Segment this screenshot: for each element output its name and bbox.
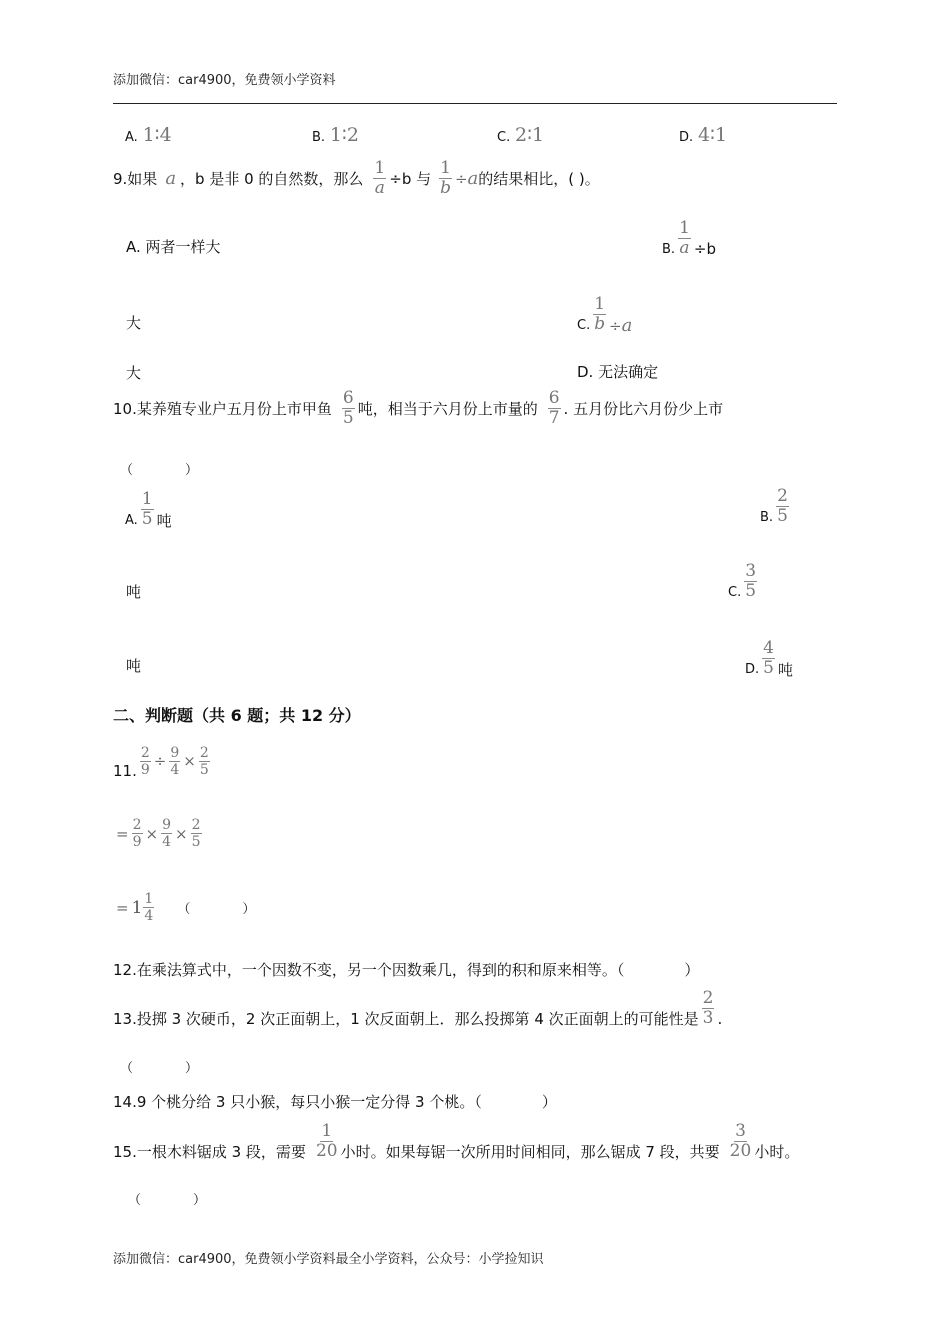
q13-stem (113, 988, 722, 1029)
q9-var-a2: a (467, 168, 479, 189)
q11-l2-op2: × (175, 824, 188, 843)
q11-l3-fn: 1 (144, 891, 154, 907)
q10-option-c-label: C. (728, 585, 742, 600)
q12-text: 12.在乘法算式中，一个因数不变，另一个因数乘几，得到的积和原来相等。（ ） (113, 961, 700, 979)
q8-option-c (497, 124, 544, 146)
q9-option-c-fraction (593, 296, 606, 333)
header-rule (113, 103, 837, 104)
q8-option-c-label: C. (497, 130, 511, 145)
q15-fraction-1 (316, 1123, 338, 1160)
q9-option-c-wrap: 大 (126, 364, 142, 382)
q11-line1 (113, 742, 213, 780)
q11-number: 11. (113, 762, 137, 780)
q11-l1-f2n: 9 (170, 744, 180, 761)
q11-l3-whole: 1 (131, 897, 143, 918)
q9-frac1-den: a (374, 178, 385, 198)
q11-l2-f3n: 2 (191, 817, 201, 833)
q9-stem (113, 160, 600, 197)
q11-l1-f3d: 5 (199, 761, 209, 778)
q11-l3-fd: 4 (144, 908, 154, 924)
q9-option-b-fraction (678, 217, 691, 258)
q13-fd: 3 (702, 1008, 714, 1028)
q8-option-a-value: 1∶4 (142, 124, 172, 146)
q8-option-b-value: 1∶2 (329, 124, 359, 146)
q10-opta-num: 1 (141, 489, 153, 509)
q9-optb-den: a (679, 237, 690, 258)
q9-div-sign: ÷ (454, 169, 468, 188)
q9-optb-num: 1 (679, 217, 690, 238)
q11-line2 (116, 818, 205, 849)
q8-option-a-label: A. (125, 130, 138, 145)
q9-optc-num: 1 (594, 294, 606, 314)
q9-option-c-label: C. (577, 318, 591, 333)
q10-frac1-den: 5 (342, 408, 354, 428)
q10-optb-den: 5 (777, 506, 788, 526)
q11-l1-op2: × (183, 752, 196, 770)
q9-div-b: ÷b 与 (389, 170, 432, 188)
q10-option-c (728, 563, 760, 600)
q10-option-b-wrap: 吨 (126, 583, 142, 601)
q8-option-d-label: D. (679, 130, 694, 145)
q11-l2-frac2 (161, 818, 172, 849)
q11-l1-f3n: 2 (199, 744, 209, 761)
q15-f1n: 1 (321, 1121, 333, 1141)
q15-f2d: 20 (729, 1141, 752, 1161)
q9-option-b (662, 218, 716, 258)
q11-l1-frac2 (169, 746, 180, 777)
q10-option-a-label: A. (125, 513, 138, 528)
q15-mid: 小时。如果每锯一次所用时间相同，那么锯成 7 段，共要 (340, 1143, 720, 1161)
q9-var-a: a (165, 168, 177, 189)
q9-optc-den: b (594, 314, 606, 334)
q13-text: 13.投掷 3 次硬币，2 次正面朝上，1 次反面朝上．那么投掷第 4 次正面朝上的可能性是 (113, 1010, 699, 1028)
q10-option-b (760, 488, 792, 525)
q11-l2-f1n: 2 (132, 817, 142, 833)
q9-option-b-wrap: 大 (126, 314, 142, 332)
q9-frac2-num: 1 (440, 158, 451, 178)
q11-l2-f2d: 4 (162, 834, 171, 850)
q10-option-d-label: D. (745, 662, 760, 677)
q11-l2-eq: = (116, 824, 129, 843)
q11-l3-frac (143, 892, 154, 923)
q9-mid: ，b 是非 0 的自然数，那么 (180, 170, 364, 188)
q9-option-c-tail: ÷ (609, 316, 622, 335)
q10-fraction-1 (342, 390, 355, 427)
q10-option-b-fraction (776, 488, 789, 525)
q11-l1-f2d: 4 (170, 761, 180, 778)
q10-optc-den: 5 (745, 581, 757, 601)
q10-frac2-num: 6 (548, 388, 560, 408)
q10-optd-den: 5 (763, 658, 774, 678)
q10-fraction-2 (548, 390, 561, 427)
q10-frac1-num: 6 (342, 388, 354, 408)
q11-l1-f1d: 9 (140, 761, 150, 778)
q8-option-a (125, 124, 172, 146)
q10-mid: 吨，相当于六月份上市量的 (357, 400, 538, 418)
q10-suffix: . 五月份比六月份少上市 (563, 400, 724, 418)
q10-prefix: 10.某养殖专业户五月份上市甲鱼 (113, 400, 332, 418)
q10-option-c-wrap: 吨 (126, 657, 142, 675)
q9-fraction-2 (439, 160, 452, 197)
q15-prefix: 15.一根木料锯成 3 段，需要 (113, 1143, 306, 1161)
q10-frac2-den: 7 (548, 408, 560, 428)
q11-l2-f1d: 9 (132, 834, 142, 850)
q11-l1-frac3 (199, 746, 210, 777)
q11-answer-paren: （ ） (177, 902, 256, 917)
page-header: 添加微信：car4900，免费领小学资料 (113, 73, 336, 88)
q15-f1d: 20 (315, 1141, 338, 1161)
q10-optd-num: 4 (763, 638, 774, 658)
q15-stem (113, 1121, 799, 1162)
q11-l3-eq: = (116, 898, 129, 917)
q8-option-c-value: 2∶1 (515, 124, 545, 146)
q8-option-d (679, 124, 727, 146)
q10-stem (113, 390, 723, 427)
q9-option-b-label: B. (662, 241, 676, 257)
page-footer: 添加微信：car4900，免费领小学资料最全小学资料，公众号：小学捡知识 (113, 1252, 544, 1267)
q11-l1-f1n: 2 (140, 744, 150, 761)
q10-option-a (125, 488, 172, 531)
q15-suffix: 小时。 (754, 1143, 800, 1161)
q10-option-d (745, 637, 793, 680)
q10-option-c-fraction (744, 563, 757, 600)
q15-f2n: 3 (735, 1121, 746, 1141)
q10-opta-den: 5 (141, 509, 153, 529)
q13-fraction (702, 990, 715, 1027)
q11-l1-frac1 (140, 746, 151, 777)
q9-option-c-var: a (621, 315, 633, 336)
q10-optb-num: 2 (777, 486, 788, 506)
q9-frac1-num: 1 (374, 158, 386, 178)
q9-option-c (577, 293, 632, 336)
section-title: 二、判断题（共 6 题；共 12 分） (113, 706, 361, 725)
q10-option-a-fraction (141, 491, 154, 528)
q9-option-a: A. 两者一样大 (126, 238, 221, 256)
q14-text: 14.9 个桃分给 3 只小猴，每只小猴一定分得 3 个桃。（ ） (113, 1093, 557, 1111)
q11-l2-frac1 (132, 818, 143, 849)
q11-l2-f2n: 9 (162, 817, 171, 833)
q10-option-b-label: B. (760, 510, 774, 525)
q10-option-d-fraction (762, 640, 775, 677)
q11-l1-op1: ÷ (153, 752, 167, 770)
q9-prefix: 9.如果 (113, 170, 158, 188)
q10-option-d-unit: 吨 (777, 661, 793, 679)
q10-option-a-unit: 吨 (156, 512, 172, 530)
q15-answer-paren: （ ） (128, 1193, 207, 1208)
q11-l2-f3d: 5 (191, 834, 201, 850)
q9-option-b-tail: ÷b (693, 240, 716, 258)
q11-l2-op1: × (145, 824, 159, 843)
q8-option-b-label: B. (312, 130, 326, 145)
q10-answer-paren: （ ） (120, 463, 199, 478)
q15-fraction-2 (730, 1123, 752, 1160)
q13-fn: 2 (702, 988, 714, 1008)
q11-l2-frac3 (191, 818, 202, 849)
q10-optc-num: 3 (745, 561, 757, 581)
q11-line3 (116, 892, 255, 923)
q9-frac2-den: b (440, 178, 451, 198)
q9-suffix: 的结果相比，( )。 (478, 170, 600, 188)
q13-tail: . (717, 1009, 723, 1028)
q13-answer-paren: （ ） (120, 1061, 199, 1076)
q9-fraction-1 (373, 160, 386, 197)
q8-option-d-value: 4∶1 (697, 124, 728, 146)
q8-option-b (312, 124, 359, 146)
q9-option-d: D. 无法确定 (577, 363, 659, 381)
